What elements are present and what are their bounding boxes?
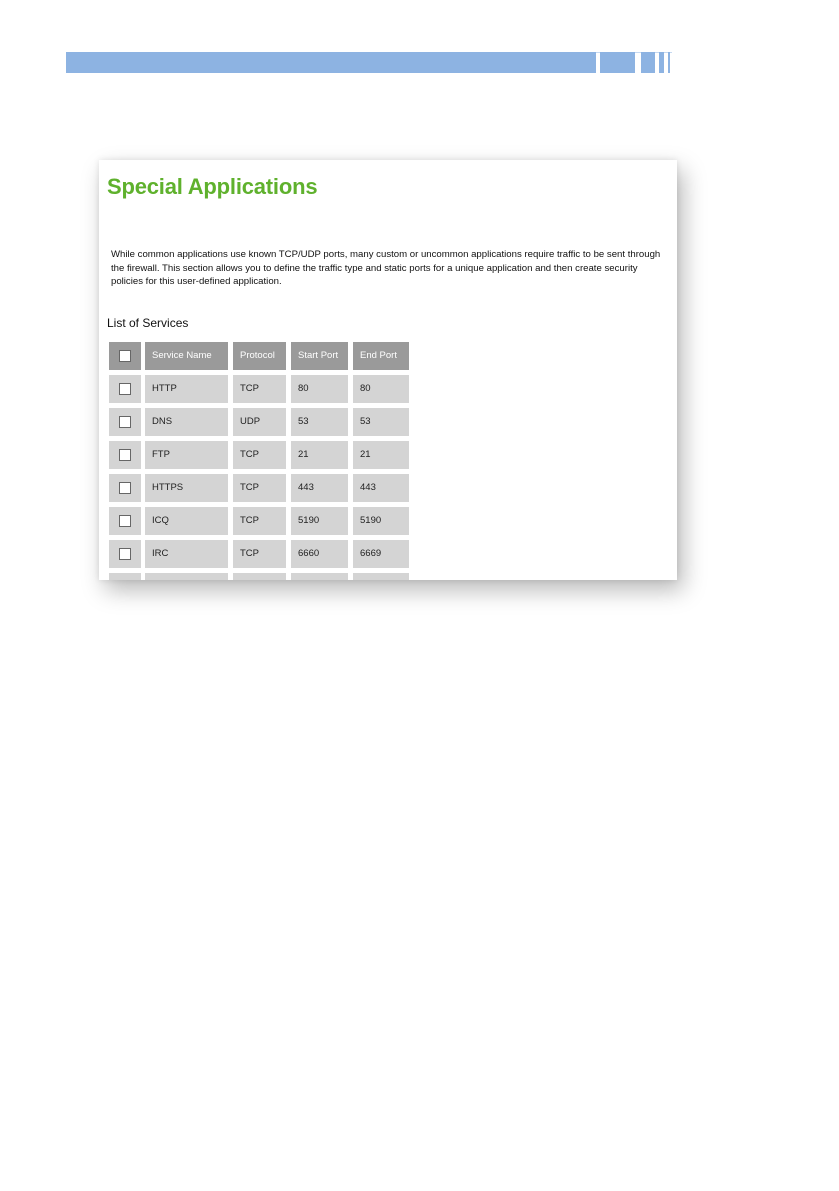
row-select-cell xyxy=(109,573,141,580)
page-header-block xyxy=(600,52,635,73)
start-port: 80 xyxy=(291,375,348,403)
row-checkbox[interactable] xyxy=(119,416,131,428)
row-checkbox[interactable] xyxy=(119,482,131,494)
end-port: 80 xyxy=(353,375,409,403)
start-port: 443 xyxy=(291,474,348,502)
protocol: UDP xyxy=(233,408,286,436)
end-port: 6669 xyxy=(353,540,409,568)
select-all-cell xyxy=(109,342,141,370)
service-name: IRC xyxy=(145,540,228,568)
screenshot-panel xyxy=(99,160,677,580)
row-select-cell xyxy=(109,408,141,436)
service-name xyxy=(145,573,228,580)
service-name: HTTPS xyxy=(145,474,228,502)
page-description: While common applications use known TCP/UDP ports, many custom or uncommon applications require traffic to be sent through the firewall. This section allows you to define the traffic type and static ports for a unique application and then create security policies for this user-defined application. xyxy=(111,249,661,287)
col-header-start-port[interactable]: Start Port xyxy=(291,342,348,370)
service-name: HTTP xyxy=(145,375,228,403)
start-port: 6660 xyxy=(291,540,348,568)
service-name: FTP xyxy=(145,441,228,469)
page-header-bar xyxy=(66,52,596,73)
col-header-protocol[interactable]: Protocol xyxy=(233,342,286,370)
protocol xyxy=(233,573,286,580)
row-select-cell xyxy=(109,507,141,535)
select-all-checkbox[interactable] xyxy=(119,350,131,362)
list-title: List of Services xyxy=(107,316,189,330)
protocol: TCP xyxy=(233,540,286,568)
row-checkbox[interactable] xyxy=(119,548,131,560)
end-port xyxy=(353,573,409,580)
end-port: 443 xyxy=(353,474,409,502)
service-name: DNS xyxy=(145,408,228,436)
page-header-block xyxy=(659,52,664,73)
col-header-end-port[interactable]: End Port xyxy=(353,342,409,370)
page-header-block xyxy=(668,52,670,73)
start-port xyxy=(291,573,348,580)
protocol: TCP xyxy=(233,474,286,502)
row-checkbox[interactable] xyxy=(119,515,131,527)
row-checkbox[interactable] xyxy=(119,383,131,395)
start-port: 53 xyxy=(291,408,348,436)
page-title: Special Applications xyxy=(107,174,318,199)
end-port: 21 xyxy=(353,441,409,469)
row-select-cell xyxy=(109,441,141,469)
page-header-block xyxy=(641,52,655,73)
start-port: 5190 xyxy=(291,507,348,535)
row-select-cell xyxy=(109,540,141,568)
end-port: 5190 xyxy=(353,507,409,535)
row-checkbox[interactable] xyxy=(119,449,131,461)
start-port: 21 xyxy=(291,441,348,469)
row-select-cell xyxy=(109,474,141,502)
col-header-service-name[interactable]: Service Name xyxy=(145,342,228,370)
service-name: ICQ xyxy=(145,507,228,535)
protocol: TCP xyxy=(233,507,286,535)
row-select-cell xyxy=(109,375,141,403)
end-port: 53 xyxy=(353,408,409,436)
protocol: TCP xyxy=(233,375,286,403)
protocol: TCP xyxy=(233,441,286,469)
